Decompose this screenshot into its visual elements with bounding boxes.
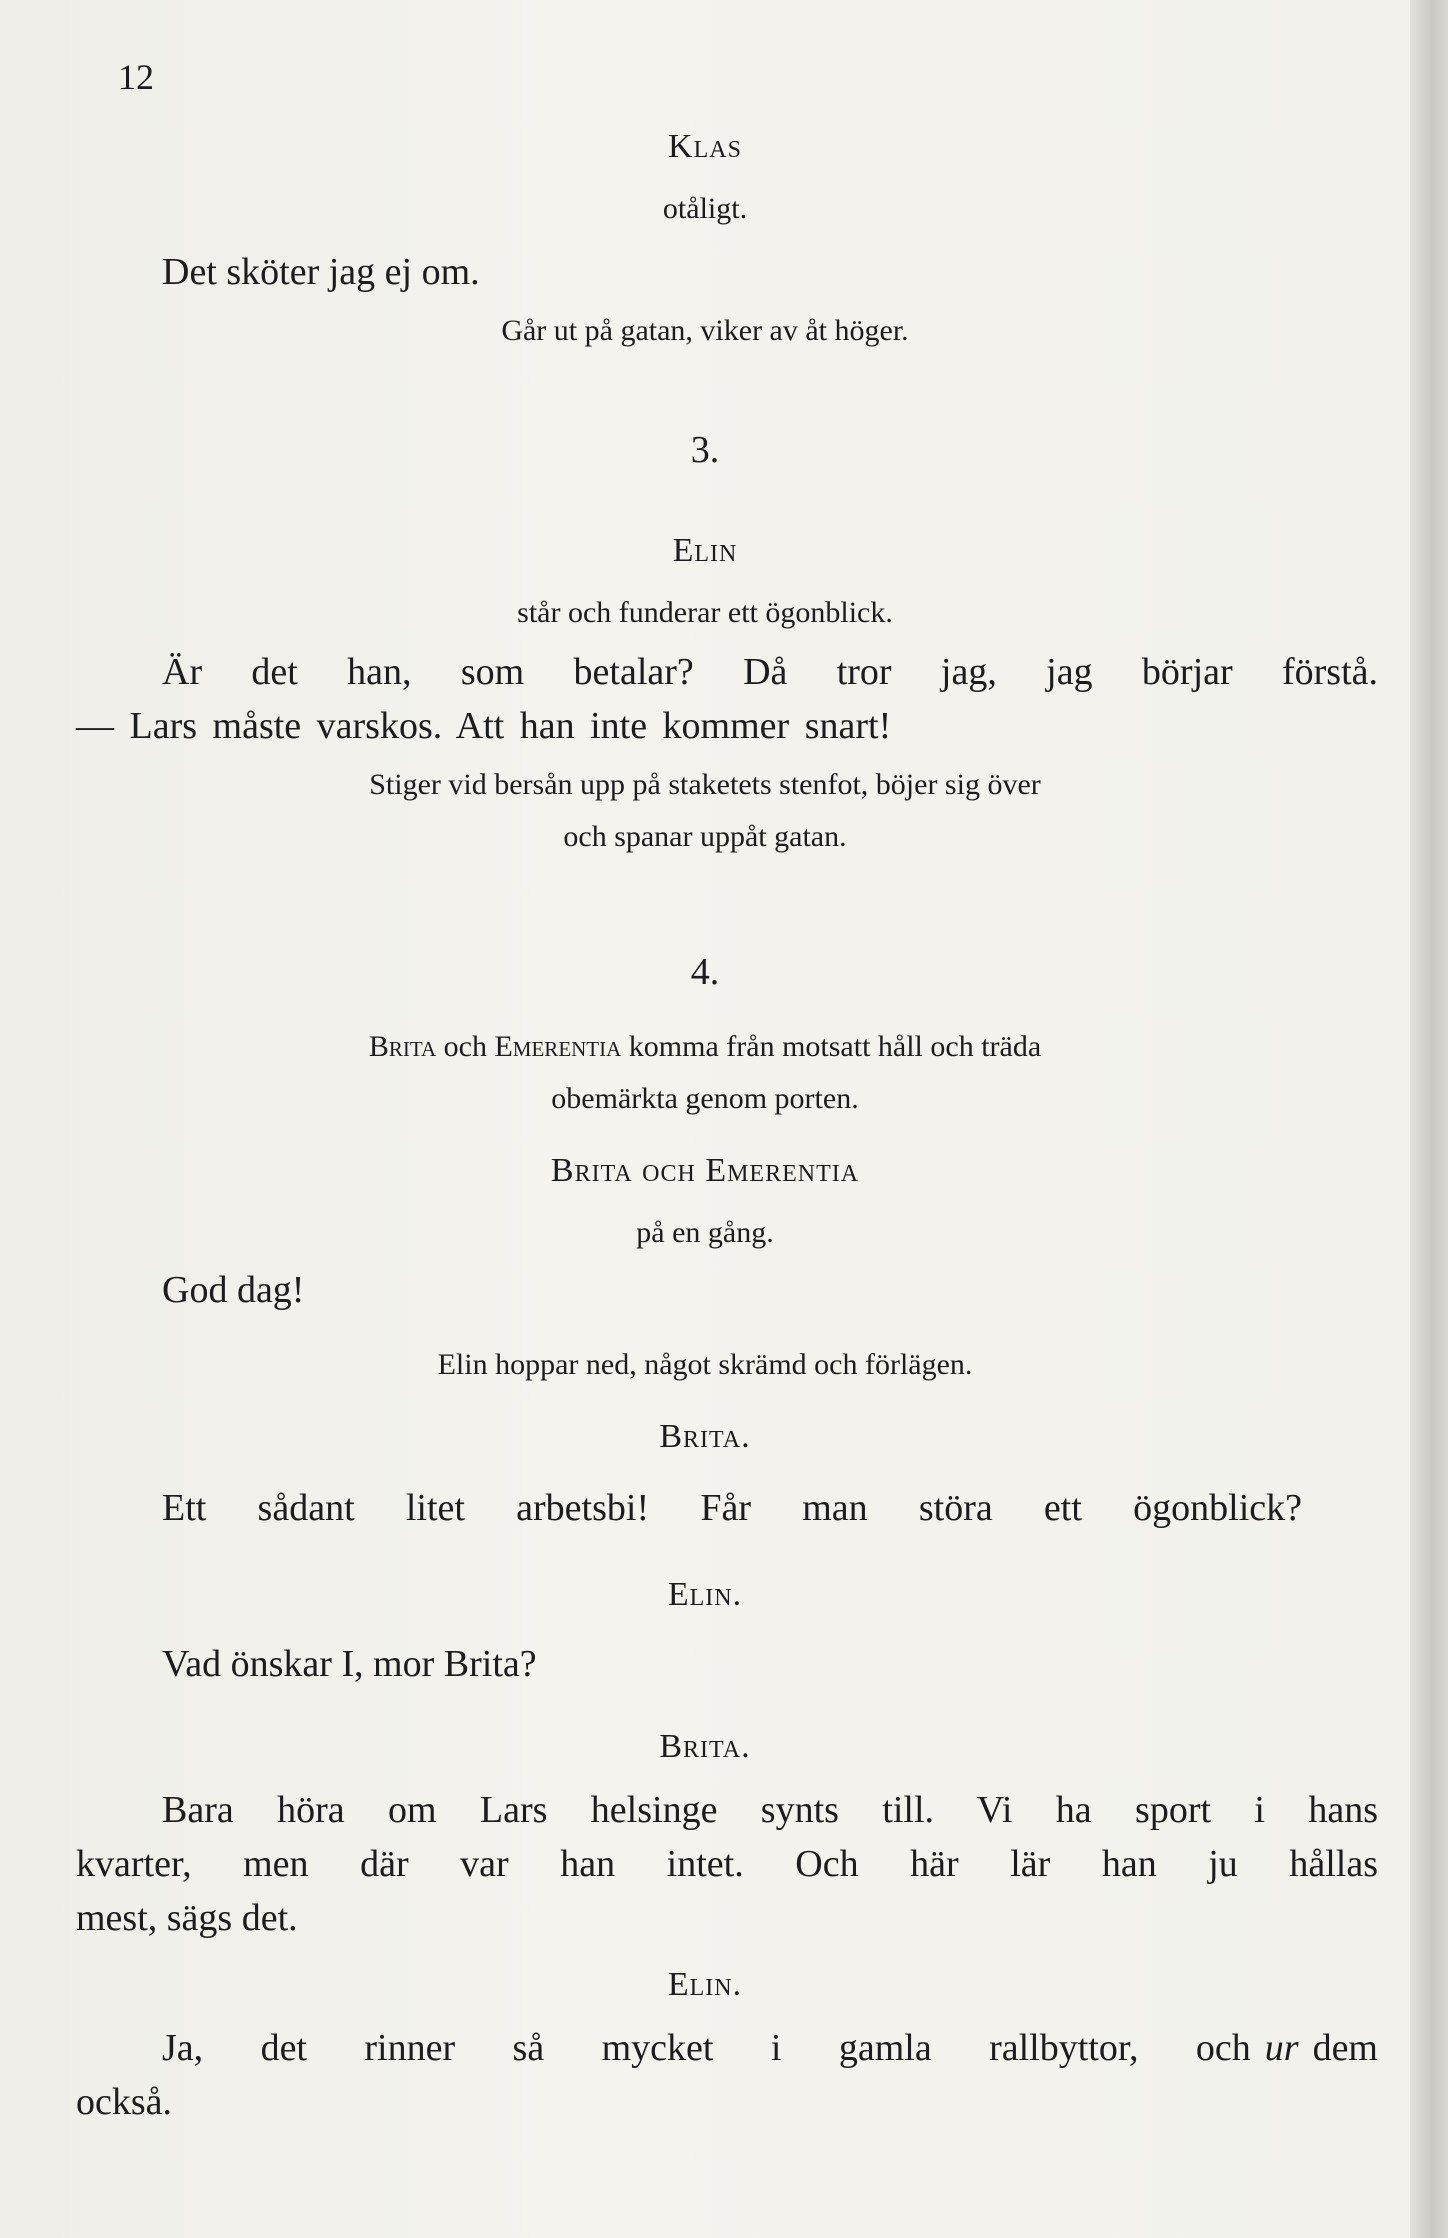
line-brita-2a: Bara höra om Lars helsinge synts till. Vi ha sport i hans (162, 1789, 1378, 1831)
line-elin-3b: också. (76, 2081, 173, 2123)
direction-elin-1: står och funderar ett ögonblick. (517, 596, 893, 629)
page-number: 12 (118, 57, 154, 97)
speaker-klas: Klas (668, 128, 742, 165)
line-elin-3a-em: ur (1264, 2027, 1299, 2069)
stage-entrance-1 (0, 1030, 1410, 1064)
line-elin-2: Vad önskar I, mor Brita? (162, 1643, 537, 1685)
line-brita-2b: kvarter, men där var han intet. Och här lär han ju hållas (76, 1843, 1378, 1885)
stage-elin-hops: Elin hoppar ned, något skrämd och förlägen. (437, 1348, 973, 1381)
direction-duo: på en gång. (636, 1216, 774, 1249)
speaker-brita-emerentia: Brita och Emerentia (550, 1152, 860, 1189)
line-elin-3a-post: dem (1312, 2027, 1378, 2069)
entrance-brita: Brita (368, 1030, 437, 1063)
line-duo: God dag! (162, 1269, 305, 1311)
page-edge-shadow (1410, 0, 1448, 2238)
line-elin-1b: — Lars måste varskos. Att han inte kommer snart! (76, 705, 892, 747)
scene-number-3: 3. (690, 429, 720, 471)
line-elin-1a: Är det han, som betalar? Då tror jag, jag börjar förstå. (162, 651, 1378, 693)
stage-entrance-2: obemärkta genom porten. (551, 1082, 859, 1115)
direction-klas: otåligt. (662, 192, 748, 225)
entrance-rest: komma från motsatt håll och träda (628, 1030, 1042, 1063)
line-elin-3a-pre: Ja, det rinner så mycket i gamla rallbyttor, och (162, 2027, 1251, 2069)
speaker-elin-1: Elin (672, 532, 738, 569)
speaker-brita-2: Brita. (659, 1728, 751, 1765)
line-elin-3a (162, 2026, 1378, 2070)
line-brita-2c: mest, sägs det. (76, 1897, 298, 1939)
stage-klas-exit: Går ut på gatan, viker av åt höger. (501, 314, 909, 347)
line-brita-1: Ett sådant litet arbetsbi! Får man störa ett ögonblick? (162, 1487, 1302, 1529)
speaker-elin-2: Elin. (667, 1576, 743, 1613)
speaker-elin-3: Elin. (667, 1966, 743, 2003)
entrance-emerentia: Emerentia (494, 1030, 622, 1063)
entrance-och: och (443, 1030, 487, 1063)
speaker-brita-1: Brita. (659, 1418, 751, 1455)
line-klas: Det sköter jag ej om. (162, 251, 480, 293)
stage-climb-1: Stiger vid bersån upp på staketets stenfot, böjer sig över (369, 768, 1041, 801)
scene-number-4: 4. (690, 951, 720, 993)
stage-climb-2: och spanar uppåt gatan. (563, 820, 847, 853)
